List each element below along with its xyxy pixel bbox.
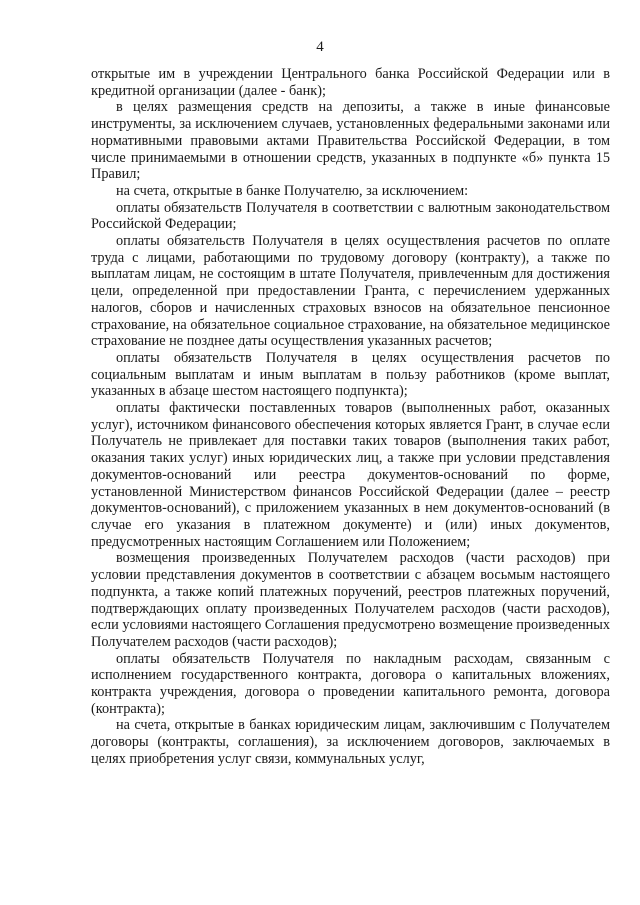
paragraph: на счета, открытые в банке Получателю, за исключением:	[116, 182, 469, 199]
document-body	[91, 66, 610, 768]
page-number: 4	[316, 39, 324, 55]
paragraph: оплаты обязательств Получателя в целях осуществления расчетов по социальным выплатам и иным выплатам в пользу работников (кроме выплат, указанных в абзаце шестом настоящего подпункта);	[91, 349, 610, 400]
paragraph: возмещения произведенных Получателем расходов (части расходов) при условии представления документов в соответствии с абзацем восьмым настоящего подпункта, а также копий платежных поручений, реестров платежных поручений, подтверждающих оплату произведенных Получателем расходов (части расходов), если условиями настоящего Соглашения предусмотрено возмещение произведенных Получателем расходов (части расходов);	[91, 550, 610, 650]
paragraph: на счета, открытые в банках юридическим лицам, заключившим с Получателем договоры (контракты, соглашения), за исключением договоров, заключаемых в целях приобретения услуг связи, коммунальных услуг,	[91, 717, 610, 767]
paragraph: оплаты фактически поставленных товаров (выполненных работ, оказанных услуг), источником финансового обеспечения которых является Грант, в случае если Получатель не привлекает для поставки таких товаров (выполнения таких работ, оказания таких услуг) иных юридических лиц, а также при условии представления документов-оснований или реестра документов-оснований по форме, установленной Министерством финансов Российской Федерации (далее – реестр документов-оснований), с приложением указанных в нем документов-оснований (в случае его указания в платежном документе) и (или) иных документов, предусмотренных настоящим Соглашением или Положением;	[91, 400, 610, 550]
paragraph: оплаты обязательств Получателя в целях осуществления расчетов по оплате труда с лицами, работающими по трудовому договору (контракту), а также по выплатам лицам, не состоящим в штате Получателя, привлеченным для достижения цели, определенной при предоставлении Гранта, с перечислением удержанных налогов, сборов и начисленных страховых взносов на обязательное пенсионное страхование, на обязательное социальное страхование, на обязательное медицинское страхование не позднее даты осуществления указанных расчетов;	[91, 233, 610, 350]
paragraph: оплаты обязательств Получателя в соответствии с валютным законодательством Российской Федерации;	[91, 199, 610, 233]
paragraph: оплаты обязательств Получателя по накладным расходам, связанным с исполнением государственного контракта, договора о капитальных вложениях, контракта учреждения, договора о проведении капитального ремонта, договора (контракта);	[91, 650, 610, 717]
paragraph: в целях размещения средств на депозиты, а также в иные финансовые инструменты, за исключением случаев, установленных федеральными законами или нормативными правовыми актами Правительства Российской Федерации, в том числе принимаемыми в отношении средств, указанных в подпункте «б» пункта 15 Правил;	[91, 99, 610, 183]
paragraph: открытые им в учреждении Центрального банка Российской Федерации или в кредитной организации (далее - банк);	[91, 66, 610, 99]
